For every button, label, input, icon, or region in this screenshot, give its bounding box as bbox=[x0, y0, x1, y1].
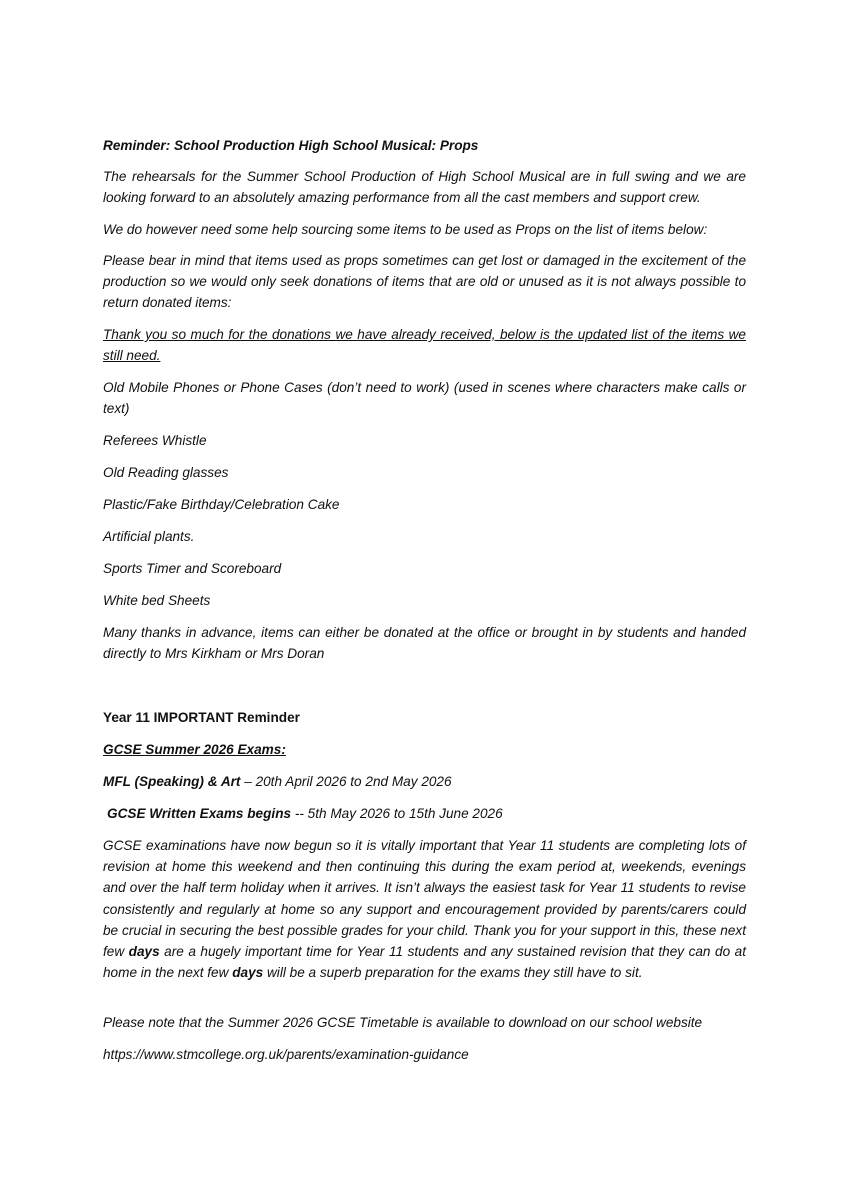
mfl-line bbox=[103, 771, 746, 792]
timetable-note: Please note that the Summer 2026 GCSE Timetable is available to download on our school website bbox=[103, 1015, 703, 1030]
written-exams-dates: -- 5th May 2026 to 15th June 2026 bbox=[291, 806, 503, 821]
props-thanks-update: Thank you so much for the donations we have already received, below is the updated list of the items we still need. bbox=[103, 327, 746, 364]
exams-title: GCSE Summer 2026 Exams: bbox=[103, 742, 286, 757]
props-closing: Many thanks in advance, items can either be donated at the office or brought in by students and handed directly to Mrs Kirkham or Mrs Doran bbox=[103, 625, 746, 662]
props-item: Old Mobile Phones or Phone Cases (don’t need to work) (used in scenes where characters make calls or text) bbox=[103, 380, 746, 417]
written-exams-line bbox=[107, 803, 750, 824]
revision-text-c: will be a superb preparation for the exams they still have to sit. bbox=[263, 965, 643, 981]
props-item: White bed Sheets bbox=[103, 593, 211, 608]
props-heading: Reminder: School Production High School Musical: Props bbox=[103, 138, 479, 153]
guidance-url: https://www.stmcollege.org.uk/parents/examination-guidance bbox=[103, 1047, 469, 1062]
days-emphasis: days bbox=[232, 965, 264, 981]
props-item: Sports Timer and Scoreboard bbox=[103, 561, 282, 576]
days-emphasis: days bbox=[128, 944, 160, 960]
props-item: Artificial plants. bbox=[103, 529, 195, 544]
props-item: Old Reading glasses bbox=[103, 465, 229, 480]
props-caution: Please bear in mind that items used as props sometimes can get lost or damaged in the excitement of the production so we would only seek donations of items that are old or unused as it is not always possible to return donated items: bbox=[103, 253, 746, 311]
props-request: We do however need some help sourcing some items to be used as Props on the list of items below: bbox=[103, 222, 708, 237]
props-item: Referees Whistle bbox=[103, 433, 207, 448]
revision-text-b: are a hugely important time for Year 11 students and any sustained revision that they can do at home in the next few bbox=[103, 944, 746, 981]
mfl-label: MFL (Speaking) & Art bbox=[103, 774, 241, 789]
revision-paragraph bbox=[103, 835, 746, 983]
props-intro: The rehearsals for the Summer School Production of High School Musical are in full swing and we are looking forward to an absolutely amazing performance from all the cast members and support crew. bbox=[103, 169, 746, 206]
props-item: Plastic/Fake Birthday/Celebration Cake bbox=[103, 497, 340, 512]
written-exams-label: GCSE Written Exams begins bbox=[107, 806, 292, 821]
revision-text-a: GCSE examinations have now begun so it is vitally important that Year 11 students are completing lots of revision at home this weekend and then continuing this during the exam period at, weekends, evenings and over the half term holiday when it arrives. It isn’t always the easiest task for Year 11 students to revise consistently and regularly at home so any support and encouragement provided by parents/carers could be crucial in securing the best possible grades for your child. Thank you for your support in this, these next few bbox=[103, 838, 746, 960]
year11-heading: Year 11 IMPORTANT Reminder bbox=[103, 710, 300, 725]
mfl-dates: – 20th April 2026 to 2nd May 2026 bbox=[240, 774, 452, 789]
